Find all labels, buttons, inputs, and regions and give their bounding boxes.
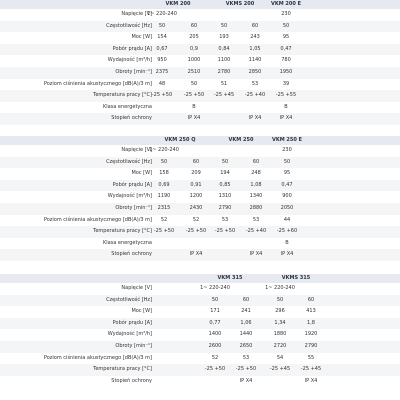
spec-value: -25 +40 — [244, 92, 266, 99]
spec-value: 0,67 — [156, 45, 168, 52]
spec-table-vkm-250 — [0, 136, 400, 261]
spec-value: IP X4 — [249, 251, 263, 258]
spec-value: 50 — [220, 22, 228, 29]
spec-row — [0, 249, 400, 261]
spec-value: 0,47 — [281, 181, 293, 188]
spec-value: -25 +50 — [235, 366, 257, 373]
spec-value: -25 +45 — [269, 366, 291, 373]
spec-value: -25 +50 — [214, 228, 236, 235]
spec-label: Częstotliwość [Hz] — [106, 296, 152, 303]
spec-value: 1,34 — [274, 319, 286, 326]
model-header-row — [0, 274, 400, 283]
spec-row — [0, 32, 400, 44]
spec-label: Klasa energetyczna — [102, 239, 152, 246]
spec-value: 2315 — [157, 204, 171, 211]
spec-value: 0,84 — [218, 45, 230, 52]
spec-value: 1880 — [273, 331, 287, 338]
spec-value: -25 +55 — [275, 92, 297, 99]
spec-value: 1140 — [248, 57, 262, 64]
spec-row — [0, 203, 400, 215]
spec-value: IP X4 — [279, 115, 293, 122]
spec-label: Temperatura pracy [°C] — [93, 228, 152, 235]
spec-label: Pobór prądu [A] — [112, 181, 152, 188]
spec-label: Temperatura pracy [°C] — [93, 366, 152, 373]
spec-value: 230 — [282, 147, 292, 153]
spec-value: 2790 — [304, 342, 318, 349]
spec-value: 1~ 220-240 — [200, 285, 230, 291]
spec-value: 1~ 220-240 — [149, 147, 179, 153]
spec-label: Stopień ochrony — [111, 251, 152, 258]
spec-value: IP X4 — [248, 115, 262, 122]
spec-row — [0, 102, 400, 114]
spec-value: 193 — [219, 34, 229, 41]
spec-label: Częstotliwość [Hz] — [106, 22, 152, 29]
spec-value: 52 — [192, 216, 200, 223]
spec-value: 0,9 — [190, 45, 198, 52]
spec-value: 413 — [306, 308, 316, 315]
spec-label: Temperatura pracy [°C] — [93, 92, 152, 99]
spec-row — [0, 191, 400, 203]
spec-value: 241 — [241, 308, 251, 315]
model-name: VKM 250 E — [271, 137, 303, 143]
spec-value: 60 — [252, 158, 260, 165]
spec-value: 0,85 — [219, 181, 231, 188]
spec-value: 50 — [221, 158, 229, 165]
spec-label: Poziom ciśnienia akustycznego [dB(A)/3 m] — [43, 354, 152, 361]
spec-row — [0, 168, 400, 180]
spec-value: 44 — [283, 216, 291, 223]
spec-value: 48 — [158, 80, 166, 87]
spec-label: Poziom ciśnienia akustycznego [dB(A)/3 m] — [43, 80, 152, 87]
spec-value: -25 +50 — [204, 366, 226, 373]
spec-value: -25 +50 — [183, 92, 205, 99]
spec-value: -25 +45 — [300, 366, 322, 373]
model-name: VKM 315 — [217, 275, 243, 281]
spec-value: 50 — [282, 22, 290, 29]
spec-value: 171 — [210, 308, 220, 315]
spec-value: 2650 — [239, 342, 253, 349]
spec-value: 1310 — [218, 193, 232, 200]
spec-value: 53 — [242, 354, 250, 361]
spec-label: Pobór prądu [A] — [112, 45, 152, 52]
spec-row — [0, 67, 400, 79]
spec-table-vkm-200 — [0, 0, 400, 125]
spec-row — [0, 376, 400, 388]
spec-value: 51 — [220, 80, 228, 87]
spec-value: 243 — [250, 34, 260, 41]
spec-label: Moc [W] — [131, 34, 152, 41]
spec-value: 55 — [307, 354, 315, 361]
spec-value: 2780 — [217, 68, 231, 75]
spec-value: 780 — [281, 57, 291, 64]
spec-row — [0, 341, 400, 353]
model-name: VKMS 315 — [281, 275, 311, 281]
spec-value: 1920 — [304, 331, 318, 338]
spec-row — [0, 353, 400, 365]
spec-value: B — [192, 103, 196, 110]
spec-value: 52 — [211, 354, 219, 361]
spec-row — [0, 180, 400, 192]
spec-row — [0, 364, 400, 376]
spec-value: -25 +60 — [276, 228, 298, 235]
spec-label: Moc [W] — [131, 308, 152, 315]
spec-value: 50 — [283, 158, 291, 165]
spec-label: Napięcie [V] — [121, 285, 152, 291]
spec-value: 2050 — [280, 204, 294, 211]
model-name: VKM 250 — [228, 137, 254, 143]
spec-row — [0, 44, 400, 56]
model-name: VKM 200 — [165, 1, 191, 7]
spec-label: Moc [W] — [131, 170, 152, 177]
spec-value: 1,06 — [240, 319, 252, 326]
spec-value: 1100 — [217, 57, 231, 64]
spec-value: 900 — [282, 193, 292, 200]
spec-label: Częstotliwość [Hz] — [106, 158, 152, 165]
spec-row — [0, 318, 400, 330]
spec-value: 1,05 — [249, 45, 261, 52]
spec-value: 53 — [252, 216, 260, 223]
spec-value: 1400 — [208, 331, 222, 338]
spec-value: 154 — [157, 34, 167, 41]
spec-value: 39 — [282, 80, 290, 87]
spec-value: -25 +40 — [245, 228, 267, 235]
spec-value: 60 — [307, 296, 315, 303]
spec-value: 50 — [190, 80, 198, 87]
spec-row — [0, 79, 400, 91]
spec-row — [0, 55, 400, 67]
spec-value: 60 — [190, 22, 198, 29]
model-name: VKM 250 Q — [164, 137, 196, 143]
spec-value: 205 — [189, 34, 199, 41]
spec-row — [0, 283, 400, 295]
spec-label: Napięcie [V] — [121, 147, 152, 153]
spec-value: 2790 — [218, 204, 232, 211]
spec-value: 1,08 — [250, 181, 262, 188]
spec-value: 950 — [157, 57, 167, 64]
spec-label: Stopień ochrony — [111, 377, 152, 384]
spec-value: 2600 — [208, 342, 222, 349]
spec-value: 54 — [276, 354, 284, 361]
spec-label: Obroty [min⁻¹] — [115, 204, 152, 211]
spec-value: 1950 — [279, 68, 293, 75]
spec-value: 1340 — [249, 193, 263, 200]
spec-value: -25 +45 — [213, 92, 235, 99]
spec-row — [0, 90, 400, 102]
spec-value: IP X4 — [187, 115, 201, 122]
spec-value: 1000 — [187, 57, 201, 64]
spec-value: 296 — [275, 308, 285, 315]
spec-value: IP X4 — [280, 251, 294, 258]
model-header-row — [0, 0, 400, 9]
spec-value: 1190 — [157, 193, 171, 200]
spec-value: 1~ 220-240 — [265, 285, 295, 291]
spec-value: IP X4 — [239, 377, 253, 384]
spec-value: 0,77 — [209, 319, 221, 326]
spec-value: B — [285, 239, 289, 246]
spec-value: 248 — [251, 170, 261, 177]
spec-row — [0, 306, 400, 318]
spec-row — [0, 113, 400, 125]
spec-value: 194 — [220, 170, 230, 177]
spec-value: 2375 — [155, 68, 169, 75]
spec-value: 209 — [191, 170, 201, 177]
spec-row — [0, 21, 400, 33]
spec-value: 95 — [283, 170, 291, 177]
spec-value: 50 — [160, 158, 168, 165]
spec-row — [0, 145, 400, 157]
spec-value: 50 — [211, 296, 219, 303]
spec-value: -25 +50 — [185, 228, 207, 235]
model-header-row — [0, 136, 400, 145]
spec-label: Stopień ochrony — [111, 115, 152, 122]
spec-value: IP X4 — [189, 251, 203, 258]
spec-value: 2510 — [187, 68, 201, 75]
spec-value: -25 +50 — [153, 228, 175, 235]
spec-value: B — [284, 103, 288, 110]
spec-value: 2850 — [248, 68, 262, 75]
spec-label: Poziom ciśnienia akustycznego [dB(A)/3 m] — [43, 216, 152, 223]
spec-value: 1~ 220-240 — [147, 11, 177, 17]
spec-table-vkm-315 — [0, 274, 400, 387]
spec-value: 50 — [158, 22, 166, 29]
model-name: VKMS 200 — [225, 1, 255, 7]
spec-value: 60 — [242, 296, 250, 303]
spec-value: 2430 — [189, 204, 203, 211]
spec-value: 230 — [281, 11, 291, 17]
spec-value: -25 +50 — [151, 92, 173, 99]
spec-label: Klasa energetyczna — [102, 103, 152, 110]
spec-value: 95 — [282, 34, 290, 41]
spec-row — [0, 215, 400, 227]
spec-row — [0, 238, 400, 250]
spec-value: 1200 — [189, 193, 203, 200]
spec-row — [0, 9, 400, 21]
spec-label: Wydajność [m³/h] — [107, 193, 152, 200]
spec-row — [0, 157, 400, 169]
spec-value: IP X4 — [304, 377, 318, 384]
spec-label: Wydajność [m³/h] — [107, 331, 152, 338]
spec-label: Obroty [min⁻¹] — [115, 68, 152, 75]
spec-value: 50 — [276, 296, 284, 303]
spec-value: 53 — [251, 80, 259, 87]
model-name: VKM 200 E — [270, 1, 302, 7]
spec-label: Obroty [min⁻¹] — [115, 342, 152, 349]
spec-value: 52 — [160, 216, 168, 223]
spec-value: 60 — [251, 22, 259, 29]
spec-label: Wydajność [m³/h] — [107, 57, 152, 64]
spec-value: 0,91 — [190, 181, 202, 188]
spec-row — [0, 295, 400, 307]
spec-value: 158 — [159, 170, 169, 177]
spec-value: 0,69 — [158, 181, 170, 188]
spec-value: 60 — [192, 158, 200, 165]
spec-value: 53 — [221, 216, 229, 223]
spec-row — [0, 226, 400, 238]
spec-value: 2880 — [249, 204, 263, 211]
spec-value: 0,47 — [280, 45, 292, 52]
spec-value: 1440 — [239, 331, 253, 338]
spec-value: 1,8 — [307, 319, 315, 326]
spec-label: Napięcie [V] — [121, 11, 152, 17]
spec-label: Pobór prądu [A] — [112, 319, 152, 326]
spec-value: 2720 — [273, 342, 287, 349]
spec-row — [0, 329, 400, 341]
